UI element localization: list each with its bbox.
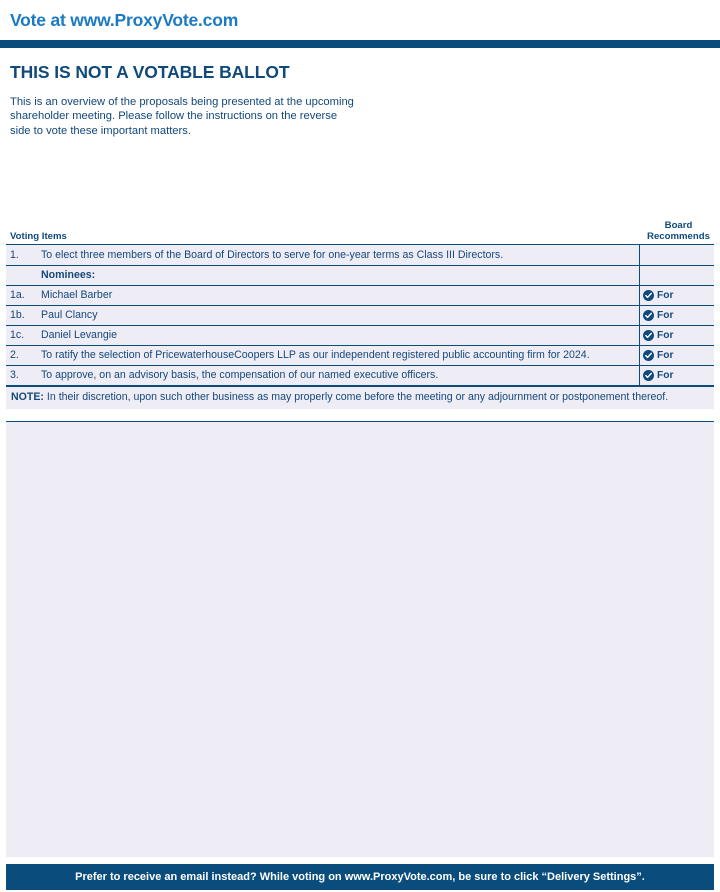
proxyvote-header-link[interactable]: Vote at www.ProxyVote.com [10,9,239,30]
voting-item-number: 1. [10,248,19,261]
voting-item-cell [6,345,639,365]
intro-section [0,48,720,138]
board-recommendation-cell [639,265,714,285]
voting-item-label: To approve, on an advisory basis, the compensation of our named executive officers. [41,369,439,381]
voting-item-number: 1a. [10,289,25,301]
board-recommendation-label: For [657,330,674,341]
board-recommendation-cell [639,365,714,385]
table-row [6,305,714,325]
board-recommendation-cell [639,325,714,345]
check-circle-icon [643,310,654,321]
board-recommendation-cell [639,245,714,265]
voting-item-number: 1c. [10,329,25,341]
voting-item-label: To ratify the selection of PricewaterhouseCoopers LLP as our independent registered public accounting firm for 2024. [41,349,590,361]
voting-item-label: Michael Barber [41,289,113,301]
note-row [6,386,714,409]
check-circle-icon [643,370,654,381]
voting-item-cell [6,365,639,385]
voting-item-cell [6,325,639,345]
column-header-board-line2: Recommends [647,231,710,242]
voting-item-number: 2. [10,349,19,361]
board-recommendation-label: For [657,350,674,361]
footer-bar [6,864,714,890]
blank-content-panel [6,421,714,857]
voting-item-cell [6,265,639,285]
header-divider-bar [0,40,720,48]
voting-item-number: 1b. [10,309,25,321]
voting-item-label: To elect three members of the Board of Directors to serve for one-year terms as Class III Directors. [41,248,504,261]
board-recommendation-label: For [657,310,674,321]
page-title: THIS IS NOT A VOTABLE BALLOT [10,62,290,82]
column-header-voting-items: Voting Items [10,231,67,242]
voting-item-number: 3. [10,369,19,381]
column-header-board-line1: Board [664,220,693,231]
intro-paragraph: This is an overview of the proposals being presented at the upcoming shareholder meeting. Please follow the instructions on the reverse side to vote these important matters. [10,96,354,137]
check-circle-icon [643,350,654,361]
voting-item-label: Paul Clancy [41,309,98,321]
table-row [6,325,714,345]
footer-message: Prefer to receive an email instead? While voting on www.ProxyVote.com, be sure to click “Delivery Settings”. [75,871,645,883]
note-text: In their discretion, upon such other business as may properly come before the meeting or any adjournment or postponement thereof. [43,391,669,403]
voting-item-cell [6,245,639,265]
table-row [6,245,714,265]
note-label: NOTE: [11,391,44,403]
voting-item-label: Nominees: [41,269,96,281]
board-recommendation-cell [639,285,714,305]
check-circle-icon [643,290,654,301]
table-row [6,345,714,365]
voting-items-table [6,218,714,409]
board-recommendation-label: For [657,290,674,301]
column-header-board-recommends [643,220,714,244]
board-recommendation-label: For [657,370,674,381]
voting-rows-container [6,244,714,386]
board-recommendation-cell [639,345,714,365]
table-column-headers [6,218,714,244]
table-row [6,265,714,285]
voting-item-cell [6,305,639,325]
voting-item-label: Daniel Levangie [41,329,117,341]
voting-item-cell [6,285,639,305]
page-header [0,0,720,40]
check-circle-icon [643,330,654,341]
table-row [6,285,714,305]
table-row [6,365,714,385]
board-recommendation-cell [639,305,714,325]
